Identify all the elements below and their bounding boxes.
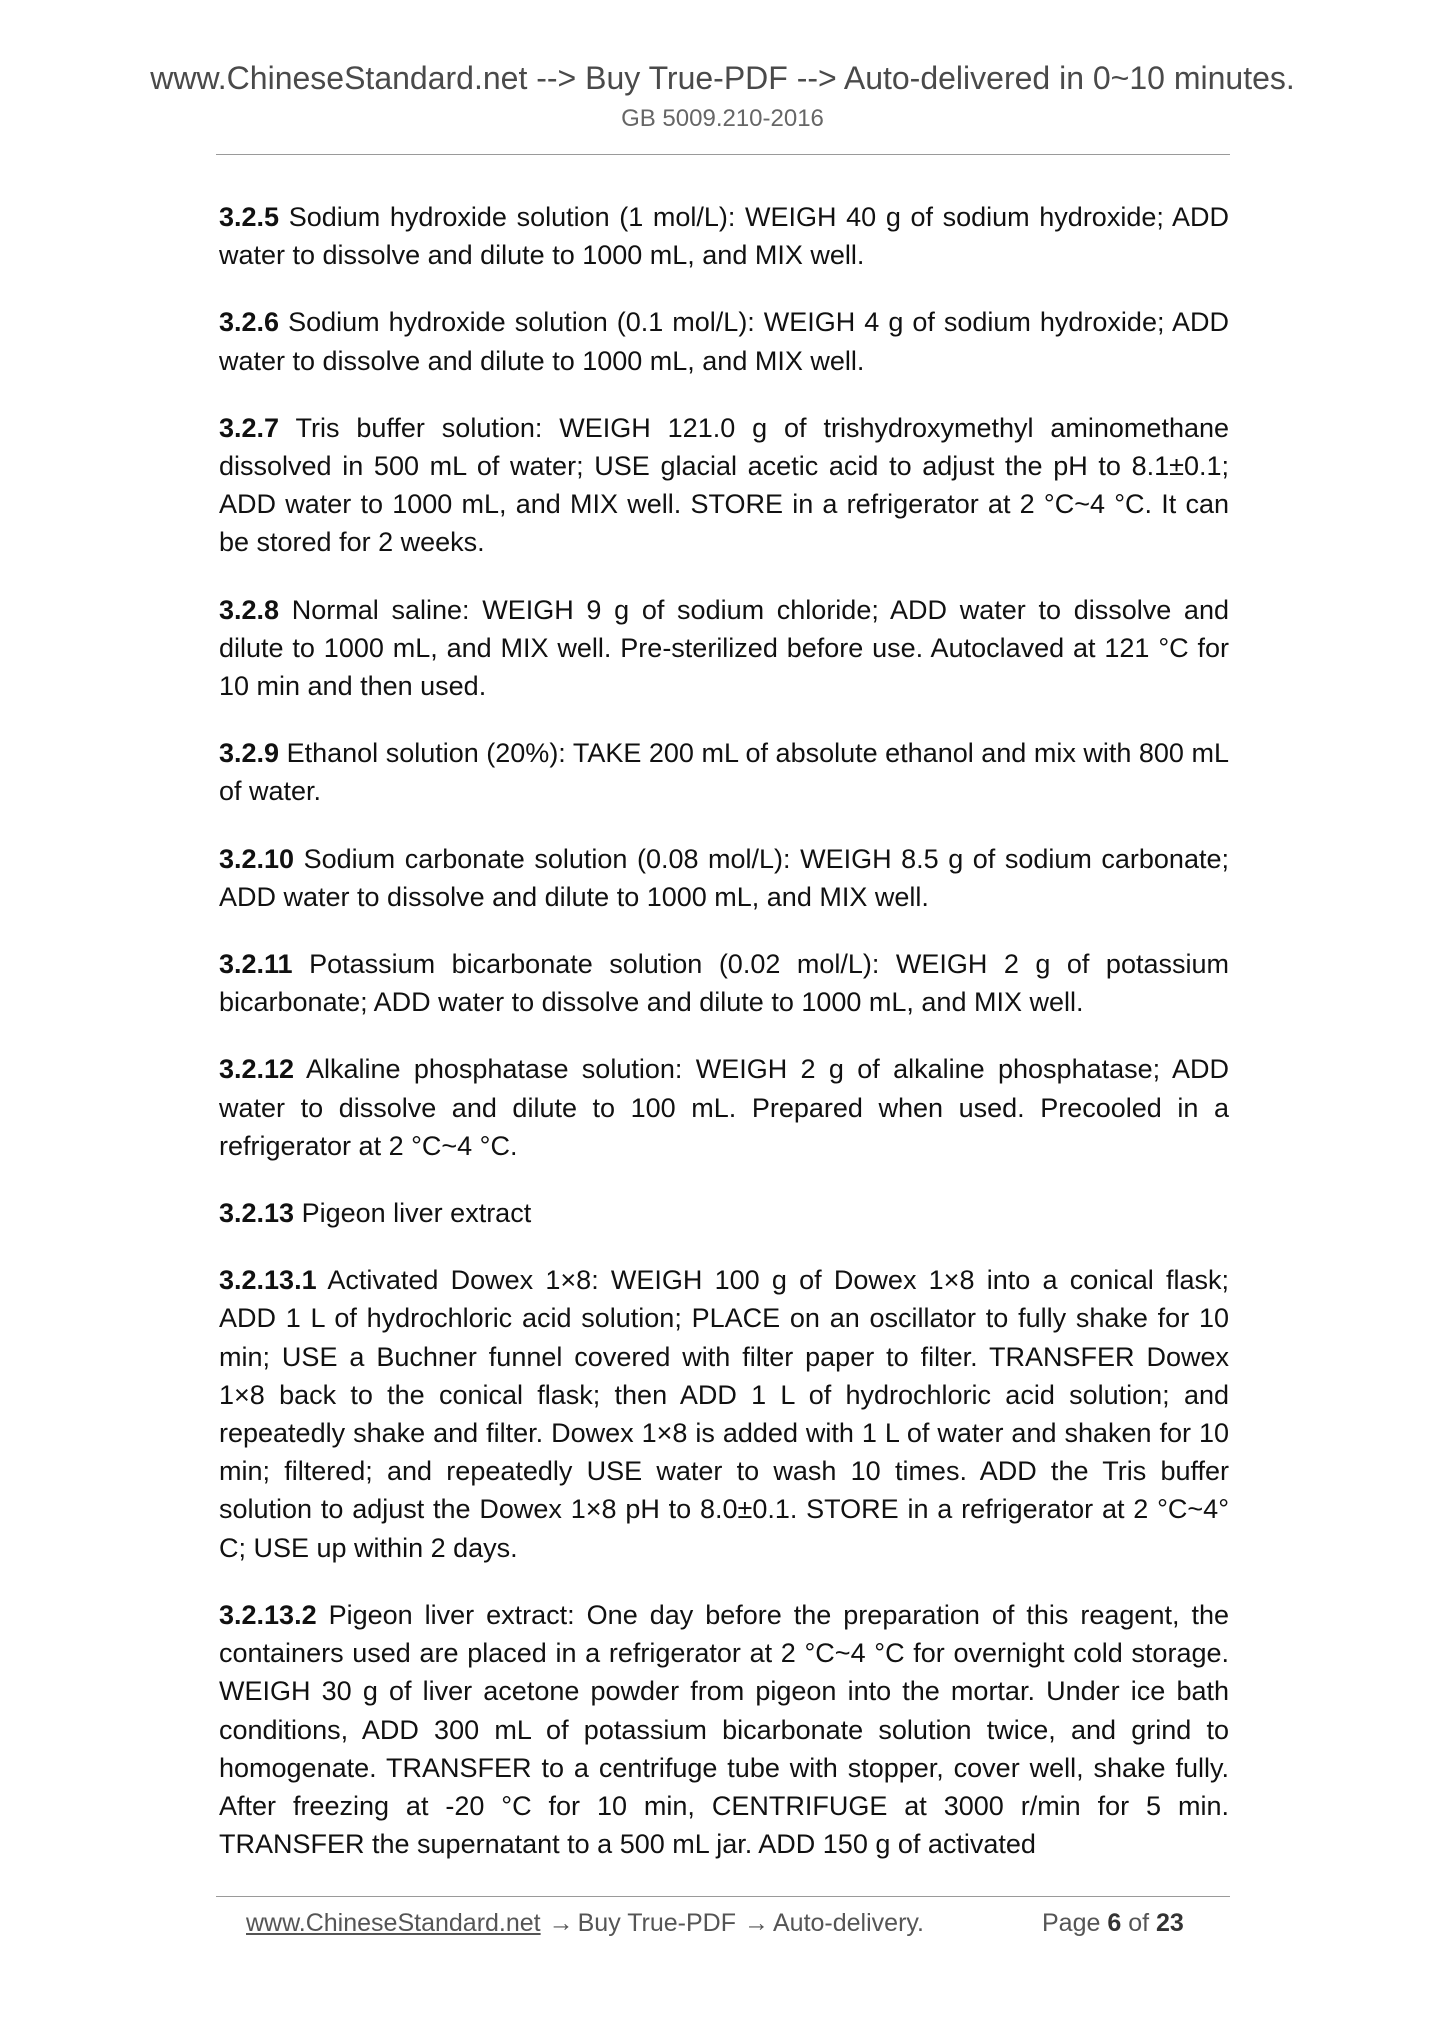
clause-number: 3.2.11 [219,949,293,980]
current-page-number: 6 [1107,1909,1122,1937]
clause-number: 3.2.5 [219,202,280,232]
clause-3-2-13-1 [219,1261,1229,1567]
clause-3-2-13-2 [219,1596,1229,1863]
clause-text: Tris buffer solution: WEIGH 121.0 g of trishydroxymethyl aminomethane dissolved in 500 mL of water; USE glacial acetic acid to adjust the pH to 8.1±0.1; ADD water to 1000 mL, and MIX well. STORE in a refrigerator at 2 °C~4 °C. It can be stored for 2 weeks. [219,412,1230,558]
clause-3-2-11 [219,945,1229,1021]
clause-text: Pigeon liver extract [301,1198,532,1229]
clause-text: Sodium hydroxide solution (1 mol/L): WEIGH 40 g of sodium hydroxide; ADD water to dissolve and dilute to 1000 mL, and MIX well. [219,202,1229,271]
total-pages: 23 [1156,1909,1184,1937]
clause-3-2-13 [219,1194,1229,1232]
clause-text: Activated Dowex 1×8: WEIGH 100 g of Dowex 1×8 into a conical flask; ADD 1 L of hydrochloric acid solution; PLACE on an oscillator to fully shake for 10 min; USE a Buchner funnel covered with filter paper to filter. TRANSFER Dowex 1×8 back to the conical flask; then ADD 1 L of hydrochloric acid solution; and repeatedly shake and filter. Dowex 1×8 is added with 1 L of water and shaken for 10 min; filtered; and repeatedly USE water to wash 10 times. ADD the Tris buffer solution to adjust the Dowex 1×8 pH to 8.0±0.1. STORE in a refrigerator at 2 °C~4° C; USE up within 2 days. [219,1265,1229,1563]
clause-text: Ethanol solution (20%): TAKE 200 mL of absolute ethanol and mix with 800 mL of water. [219,738,1229,807]
footer-divider [216,1896,1230,1897]
clause-number: 3.2.6 [219,307,280,338]
clause-3-2-9 [219,734,1229,810]
clause-3-2-10 [219,840,1229,916]
page-label: Page [1042,1909,1101,1937]
document-body [219,198,1229,1892]
page-indicator [1042,1906,1184,1940]
header-banner[interactable]: www.ChineseStandard.net --> Buy True-PDF --> Auto-delivered in 0~10 minutes. [150,60,1295,96]
clause-text: Pigeon liver extract: One day before the preparation of this reagent, the containers used are placed in a refrigerator at 2 °C~4 °C for overnight cold storage. WEIGH 30 g of liver acetone powder from pigeon into the mortar. Under ice bath conditions, ADD 300 mL of potassium bicarbonate solution twice, and grind to homogenate. TRANSFER to a centrifuge tube with stopper, cover well, shake fully. After freezing at -20 °C for 10 min, CENTRIFUGE at 3000 r/min for 5 min. TRANSFER the supernatant to a 500 mL jar. ADD 150 g of activated [219,1599,1229,1860]
of-label: of [1128,1909,1150,1937]
page-footer [246,1906,1216,1940]
clause-text: Normal saline: WEIGH 9 g of sodium chloride; ADD water to dissolve and dilute to 1000 mL, and MIX well. Pre-sterilized before use. Autoclaved at 121 °C for 10 min and then used. [219,594,1229,702]
footer-delivery-text: Auto-delivery. [773,1909,924,1937]
clause-3-2-6 [219,303,1229,379]
clause-number: 3.2.13.1 [219,1265,317,1296]
standard-number: GB 5009.210-2016 [621,105,824,132]
clause-number: 3.2.13 [219,1198,295,1229]
clause-3-2-8 [219,591,1229,706]
clause-number: 3.2.13.2 [219,1599,317,1630]
clause-text: Potassium bicarbonate solution (0.02 mol/L): WEIGH 2 g of potassium bicarbonate; ADD water to dissolve and dilute to 1000 mL, and MIX well. [219,949,1229,1018]
page-header [0,58,1445,134]
clause-number: 3.2.10 [219,843,295,874]
footer-buy-text: Buy True-PDF [577,1909,736,1937]
arrow-right-icon: → [548,1909,574,1937]
clause-3-2-7 [219,409,1229,562]
footer-site-link[interactable]: www.ChineseStandard.net [246,1909,541,1937]
arrow-right-icon: → [744,1909,769,1937]
clause-3-2-5 [219,198,1229,274]
clause-text: Alkaline phosphatase solution: WEIGH 2 g of alkaline phosphatase; ADD water to dissolve and dilute to 100 mL. Prepared when used. Precooled in a refrigerator at 2 °C~4 °C. [219,1054,1230,1161]
clause-number: 3.2.9 [219,738,280,769]
clause-number: 3.2.8 [219,594,280,625]
clause-number: 3.2.7 [219,412,280,443]
clause-3-2-12 [219,1050,1229,1165]
header-divider [216,154,1230,155]
clause-number: 3.2.12 [219,1054,295,1085]
clause-text: Sodium hydroxide solution (0.1 mol/L): WEIGH 4 g of sodium hydroxide; ADD water to dissolve and dilute to 1000 mL, and MIX well. [219,307,1229,376]
clause-text: Sodium carbonate solution (0.08 mol/L): WEIGH 8.5 g of sodium carbonate; ADD water to dissolve and dilute to 1000 mL, and MIX well. [219,843,1229,912]
